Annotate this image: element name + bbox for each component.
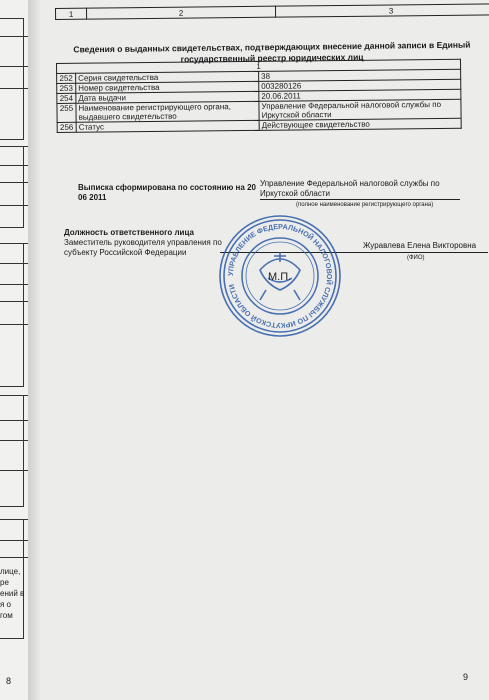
column-number: 1 (57, 59, 461, 73)
authority-caption: (полное наименование регистрирующего органа) (296, 202, 434, 208)
row-value: 003280126 (259, 79, 461, 91)
certificate-info-table (56, 59, 462, 133)
document-page (40, 0, 489, 700)
registering-authority: Управление Федеральной налоговой службы по Иркутской области (260, 179, 440, 198)
row-label: Наименование регистрирующего органа, выдавшего свидетельство (76, 101, 259, 122)
official-heading: Должность ответственного лица (64, 228, 194, 237)
row-label: Номер свидетельства (76, 81, 259, 93)
official-seal (216, 212, 344, 340)
binding-shadow (28, 0, 40, 700)
row-number: 253 (57, 83, 76, 93)
page-number: 9 (463, 672, 469, 682)
name-caption: (ФИО) (407, 255, 425, 261)
seal-mark-mp: М.П. (268, 271, 292, 283)
row-number: 256 (57, 122, 76, 132)
left-page-text-fragment: лице, ре ений в я о гом (0, 567, 25, 620)
row-number: 254 (57, 93, 76, 103)
column-header-1: 1 (56, 8, 87, 19)
row-value: 20.06.2011 (259, 89, 461, 101)
row-value: Управление Федеральной налоговой службы по Иркутской области (259, 99, 461, 120)
extract-date-label: Выписка сформирована по состоянию на 20 06 2011 (78, 183, 256, 202)
row-label: Дата выдачи (76, 91, 259, 103)
official-position: Заместитель руководителя управления по субъекту Российской Федерации (64, 238, 222, 257)
official-name: Журавлева Елена Викторовна (363, 241, 477, 250)
row-number: 252 (57, 73, 76, 83)
column-header-3: 3 (275, 4, 489, 17)
row-number: 255 (57, 103, 76, 122)
seal-ring-text: УПРАВЛЕНИЕ ФЕДЕРАЛЬНОЙ НАЛОГОВОЙ СЛУЖБЫ ПО ИРКУТСКОЙ ОБЛАСТИ (225, 221, 335, 331)
left-page-table-frame (0, 18, 24, 140)
left-page-table-frame (0, 146, 24, 228)
row-value: Действующее свидетельство (259, 118, 461, 130)
section-title: Сведения о выданных свидетельствах, подтверждающих внесение данной записи в Единый государственный реестр юридических лиц (73, 39, 471, 65)
left-page-table-frame (0, 395, 24, 507)
left-page-number: 8 (6, 676, 12, 686)
row-label: Статус (76, 120, 259, 132)
left-page-table-frame (0, 243, 24, 387)
row-label: Серия свидетельства (76, 71, 259, 83)
row-value: 38 (259, 69, 461, 81)
seal-graphic (216, 212, 344, 340)
column-header-table (55, 3, 489, 20)
column-header-2: 2 (87, 6, 276, 19)
